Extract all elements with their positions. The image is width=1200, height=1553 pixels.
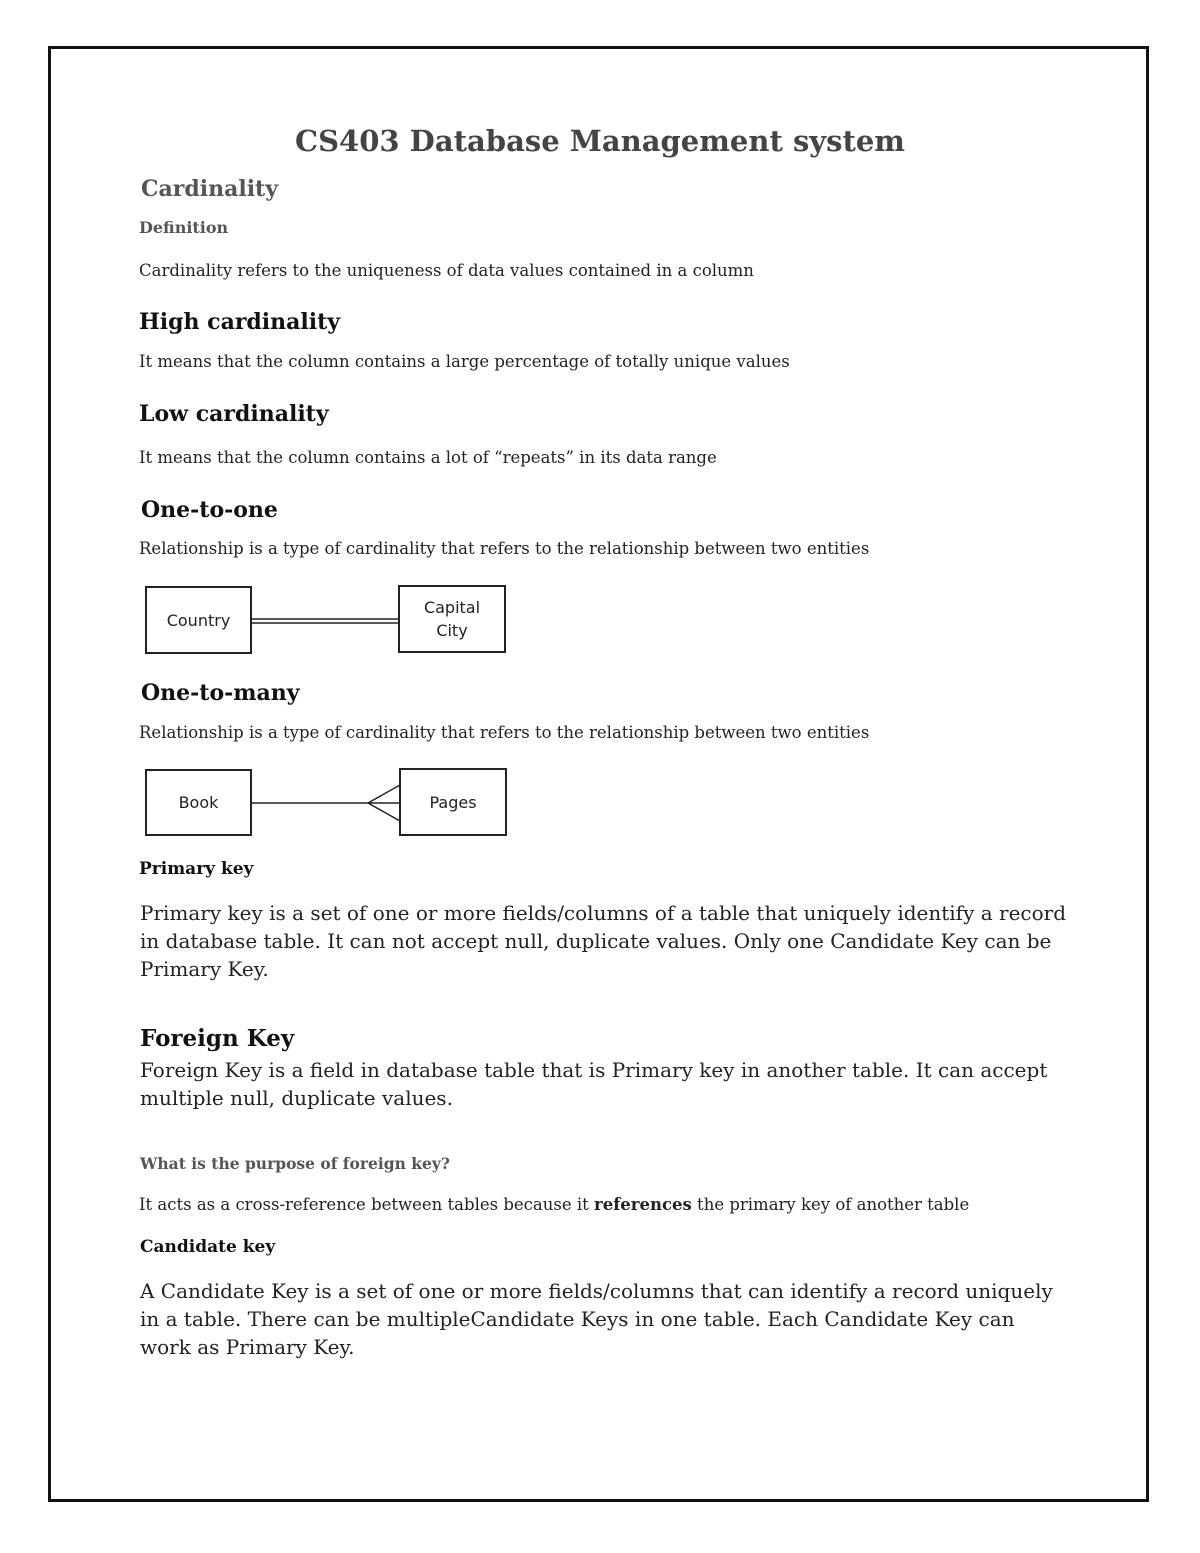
cardinality-heading: Cardinality: [141, 176, 279, 202]
low-cardinality-text: It means that the column contains a lot of “repeats” in its data range: [139, 448, 717, 467]
one-to-many-connector: [0, 0, 1, 1]
one-to-one-heading: One-to-one: [141, 497, 278, 523]
cardinality-definition: Cardinality refers to the uniqueness of data values contained in a column: [139, 261, 754, 280]
page-title: CS403 Database Management system: [295, 124, 905, 158]
purpose-text-after: the primary key of another table: [691, 1195, 970, 1214]
foreign-key-purpose-question: What is the purpose of foreign key?: [140, 1154, 450, 1173]
foreign-key-text: Foreign Key is a field in database table that is Primary key in another table. It can accept multiple null, duplicate values.: [140, 1058, 1048, 1110]
entity-pages-label: Pages: [429, 792, 477, 812]
entity-country: [145, 586, 252, 654]
entity-pages: [399, 768, 507, 836]
candidate-key-text: A Candidate Key is a set of one or more fields/columns that can identify a record uniquely in a table. There can be multipleCandidate Keys in one table. Each Candidate Key can work as Primary Key.: [140, 1279, 1053, 1359]
entity-capital-city: [398, 585, 506, 653]
definition-subheading: Definition: [139, 218, 229, 237]
foreign-key-heading: Foreign Key: [140, 1025, 295, 1052]
entity-book-label: Book: [178, 793, 219, 812]
purpose-text-before: It acts as a cross-reference between tables because it: [139, 1195, 594, 1214]
high-cardinality-text: It means that the column contains a large percentage of totally unique values: [139, 352, 790, 371]
primary-key-text: Primary key is a set of one or more fields/columns of a table that uniquely identify a record in database table. It can not accept null, duplicate values. Only one Candidate Key can be Primary Key.: [140, 901, 1067, 981]
one-to-many-text: Relationship is a type of cardinality that refers to the relationship between two entities: [139, 723, 870, 742]
entity-capital-city-label-line2: City: [436, 621, 468, 640]
primary-key-heading: Primary key: [139, 859, 254, 879]
entity-capital-city-label-line1: Capital: [423, 598, 481, 617]
entity-book: [145, 769, 252, 836]
entity-country-label: Country: [166, 610, 231, 630]
one-to-one-text: Relationship is a type of cardinality that refers to the relationship between two entities: [139, 539, 870, 558]
purpose-text-bold: references: [594, 1195, 692, 1214]
candidate-key-heading: Candidate key: [140, 1237, 276, 1257]
low-cardinality-heading: Low cardinality: [139, 401, 329, 427]
one-to-many-heading: One-to-many: [141, 680, 300, 706]
high-cardinality-heading: High cardinality: [139, 309, 341, 335]
foreign-key-purpose-text: [139, 1195, 969, 1214]
